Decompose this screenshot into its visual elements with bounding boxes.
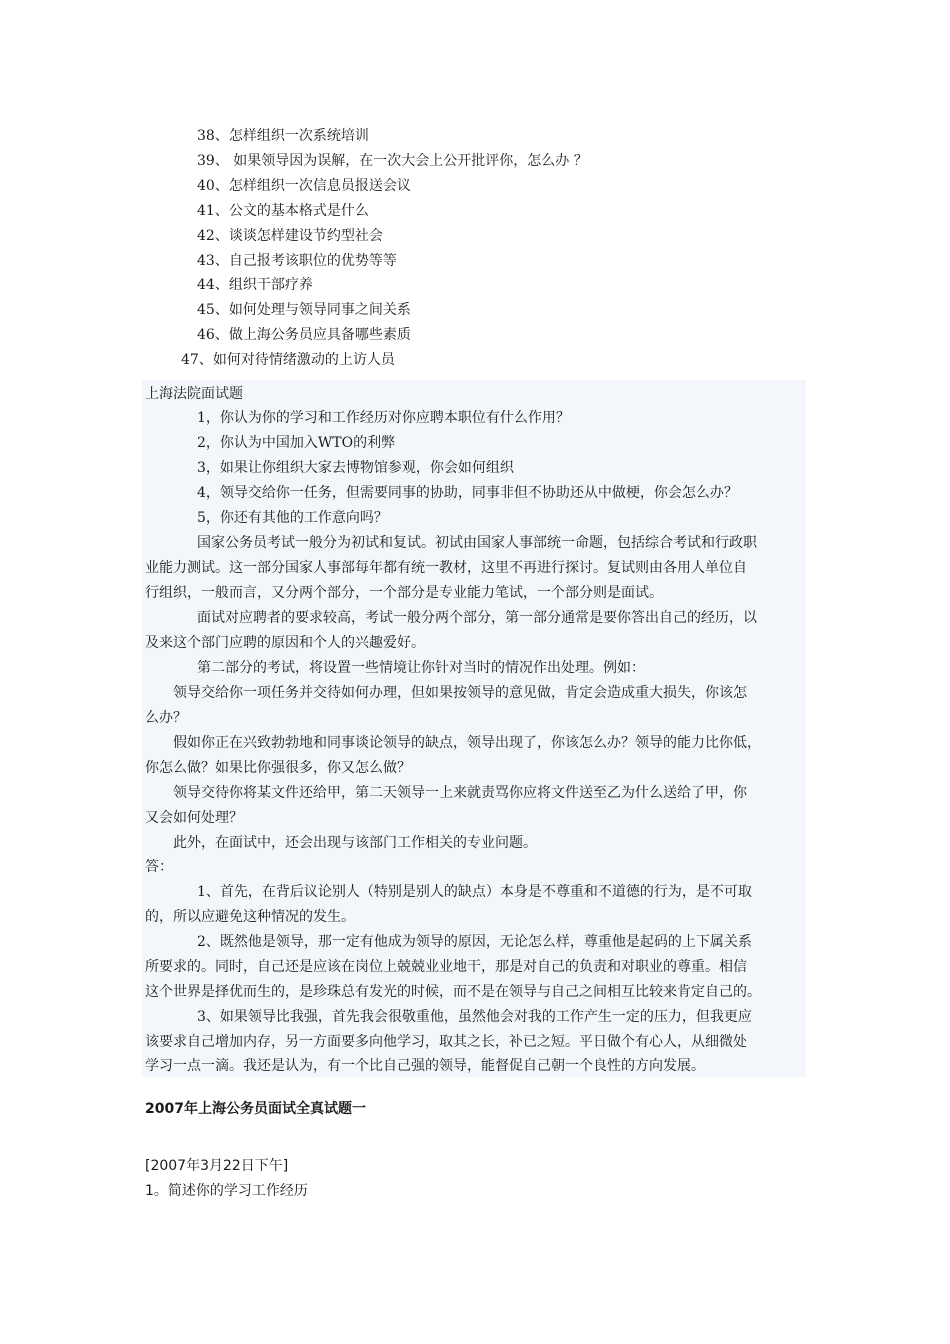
paragraph-line: 面试对应聘者的要求较高，考试一般分两个部分，第一部分通常是要你答出自己的经历，以 [197,610,757,626]
list-item-38: 38、怎样组织一次系统培训 [197,128,369,144]
list-item-46: 46、做上海公务员应具备哪些素质 [197,327,411,343]
court-question-5: 5，你还有其他的工作意向吗？ [197,510,388,526]
list-item-45: 45、如何处理与领导同事之间关系 [197,302,411,318]
paragraph-line: 你怎么做？如果比你强很多，你又怎么做？ [145,760,411,776]
court-question-1: 1，你认为你的学习和工作经历对你应聘本职位有什么作用？ [197,410,570,426]
paragraph-line: 及来这个部门应聘的原因和个人的兴趣爱好。 [145,635,425,651]
court-question-3: 3，如果让你组织大家去博物馆参观，你会如何组织 [197,460,514,476]
paragraph-line: 领导交给你一项任务并交待如何办理，但如果按领导的意见做，肯定会造成重大损失，你该怎 [173,685,747,701]
paragraph-line: 么办？ [145,710,187,726]
paragraph-line: 此外，在面试中，还会出现与该部门工作相关的专业问题。 [173,835,537,851]
exam-section-title: 2007年上海公务员面试全真试题一 [145,1101,366,1117]
paragraph-line: 学习一点一滴。我还是认为，有一个比自己强的领导，能督促自己朝一个良性的方向发展。 [145,1058,705,1074]
answer-label: 答： [145,859,173,875]
list-item-41: 41、公文的基本格式是什么 [197,203,369,219]
paragraph-line: 这个世界是择优而生的，是珍珠总有发光的时候，而不是在领导与自己之间相互比较来肯定自己的。 [145,984,761,1000]
paragraph-line: 所要求的。同时，自己还是应该在岗位上兢兢业业地干，那是对自己的负责和对职业的尊重。相信 [145,959,747,975]
paragraph-line: 领导交待你将某文件还给甲，第二天领导一上来就责骂你应将文件送至乙为什么送给了甲，你 [173,785,747,801]
paragraph-line: 1、首先，在背后议论别人（特别是别人的缺点）本身是不尊重和不道德的行为，是不可取 [197,884,752,900]
list-item-39: 39、 如果领导因为误解，在一次大会上公开批评你，怎么办 ？ [197,153,588,169]
court-section-title: 上海法院面试题 [145,386,243,402]
court-question-4: 4，领导交给你一任务，但需要同事的协助，同事非但不协助还从中做梗，你会怎么办？ [197,485,738,501]
list-item-42: 42、谈谈怎样建设节约型社会 [197,228,383,244]
paragraph-line: 第二部分的考试，将设置一些情境让你针对当时的情况作出处理。例如： [197,660,645,676]
paragraph-line: 假如你正在兴致勃勃地和同事谈论领导的缺点，领导出现了，你该怎么办？领导的能力比你低， [173,735,761,751]
paragraph-line: 又会如何处理？ [145,810,243,826]
list-item-40: 40、怎样组织一次信息员报送会议 [197,178,411,194]
list-item-47: 47、如何对待情绪激动的上访人员 [181,352,395,368]
list-item-43: 43、自己报考该职位的优势等等 [197,253,397,269]
paragraph-line: 国家公务员考试一般分为初试和复试。初试由国家人事部统一命题，包括综合考试和行政职 [197,535,757,551]
exam-date: [2007年3月22日下午] [145,1158,289,1174]
paragraph-line: 2、既然他是领导，那一定有他成为领导的原因，无论怎么样，尊重他是起码的上下属关系 [197,934,752,950]
court-question-2: 2，你认为中国加入WTO的利弊 [197,435,396,451]
paragraph-line: 业能力测试。这一部分国家人事部每年都有统一教材，这里不再进行探讨。复试则由各用人单位自 [145,560,747,576]
paragraph-line: 3、如果领导比我强，首先我会很敬重他，虽然他会对我的工作产生一定的压力，但我更应 [197,1009,752,1025]
paragraph-line: 行组织，一般而言，又分两个部分，一个部分是专业能力笔试，一个部分则是面试。 [145,585,663,601]
list-item-44: 44、组织干部疗养 [197,277,313,293]
paragraph-line: 该要求自己增加内存，另一方面要多向他学习，取其之长，补已之短。平日做个有心人，从细微处 [145,1034,747,1050]
paragraph-line: 的，所以应避免这种情况的发生。 [145,909,355,925]
exam-question-1: 1。简述你的学习工作经历 [145,1183,308,1199]
